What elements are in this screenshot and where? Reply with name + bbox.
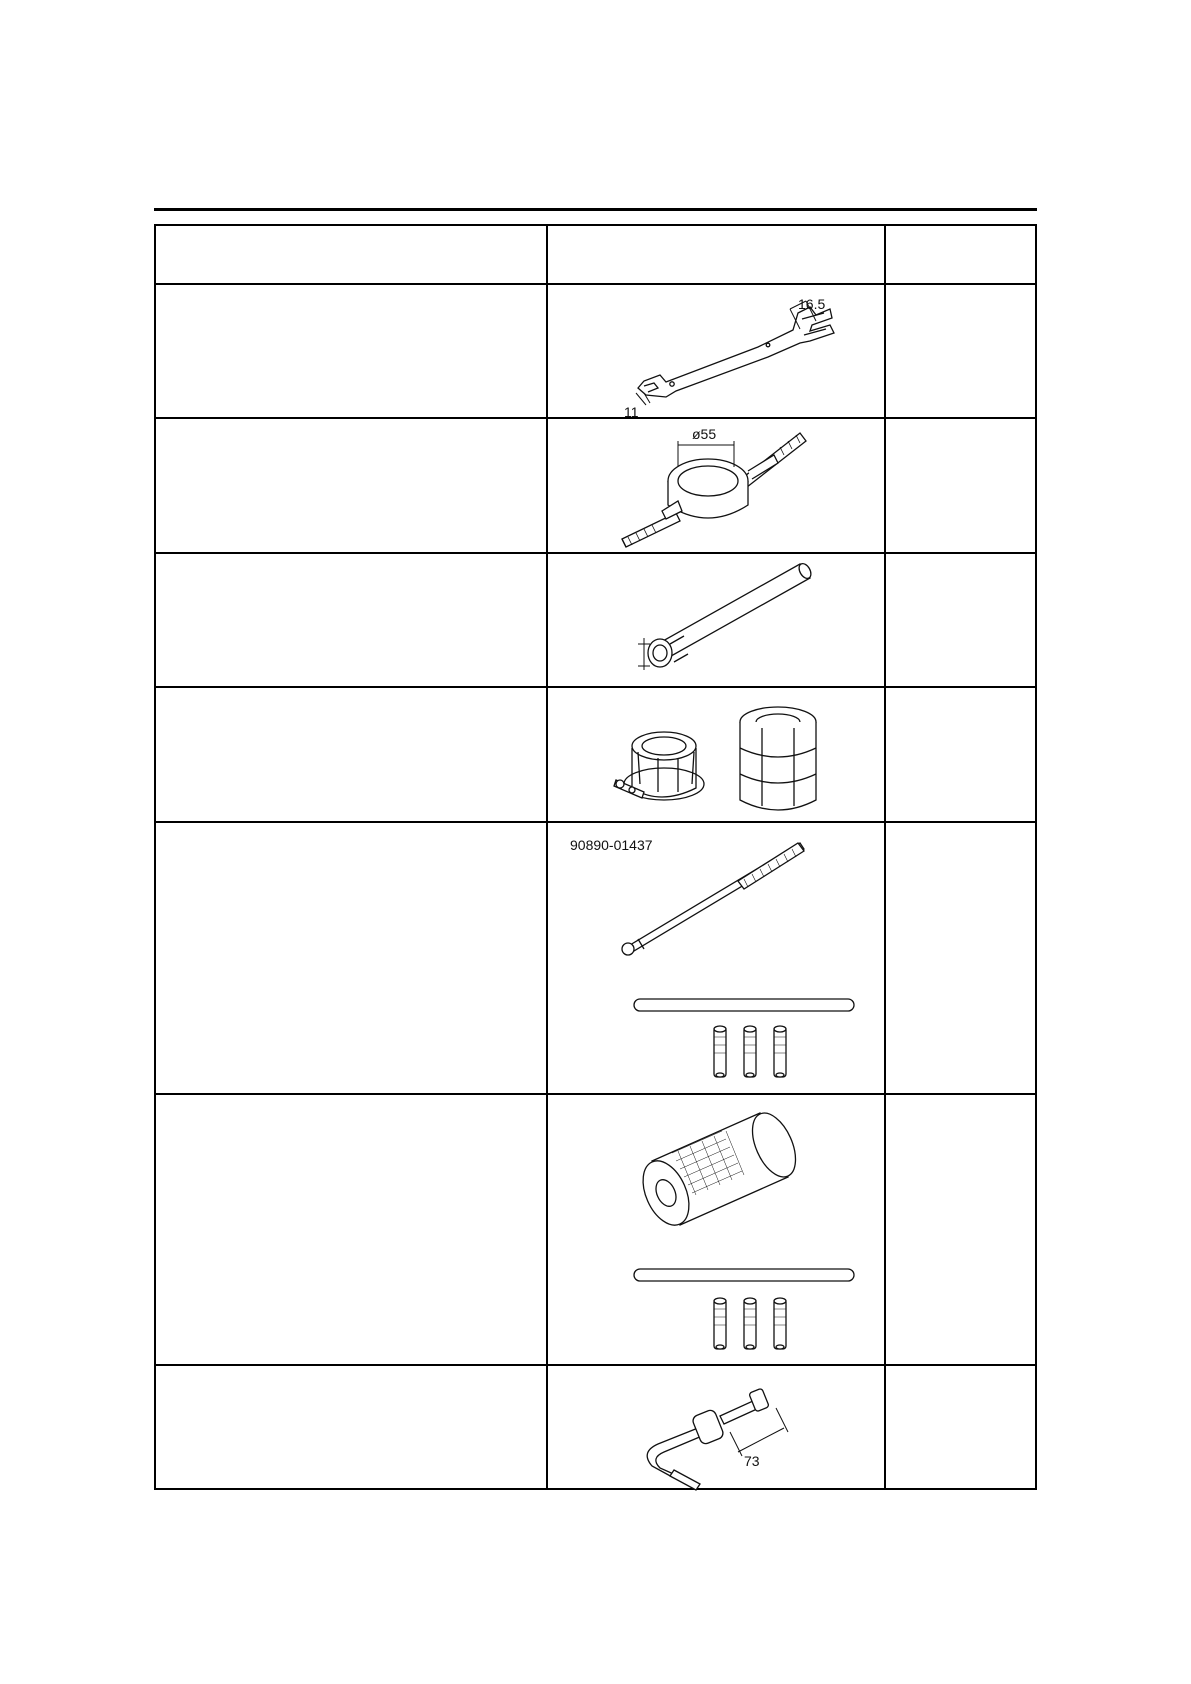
tool-illustration-bent-pipe (548, 1366, 884, 1490)
tool-illustration-ring-holder (548, 419, 884, 552)
rod-puller-icon (548, 823, 884, 1093)
bent-pipe-icon (548, 1366, 884, 1490)
dimension-label: ø55 (692, 426, 717, 442)
dimension-label: 73 (744, 1453, 760, 1469)
tool-illustration-knurled-adapter (548, 1095, 884, 1364)
special-tools-table (154, 224, 1037, 1490)
tool-illustration-rod-puller (548, 823, 884, 1093)
tool-illustration-wrench (548, 285, 884, 420)
tool-illustration-long-shaft (548, 554, 884, 686)
wrench-icon (548, 285, 884, 420)
long-shaft-icon (548, 554, 884, 686)
column-divider-2 (884, 226, 886, 1488)
header-rule (154, 208, 1037, 211)
knurled-adapter-icon (548, 1095, 884, 1364)
ring-holder-icon (548, 419, 884, 552)
part-number-label: 90890-01437 (570, 837, 653, 853)
dimension-label: 11 (624, 404, 639, 420)
collar-set-icon (548, 688, 884, 821)
dimension-label: 16.5 (798, 296, 826, 312)
tool-illustration-collar-set (548, 688, 884, 821)
